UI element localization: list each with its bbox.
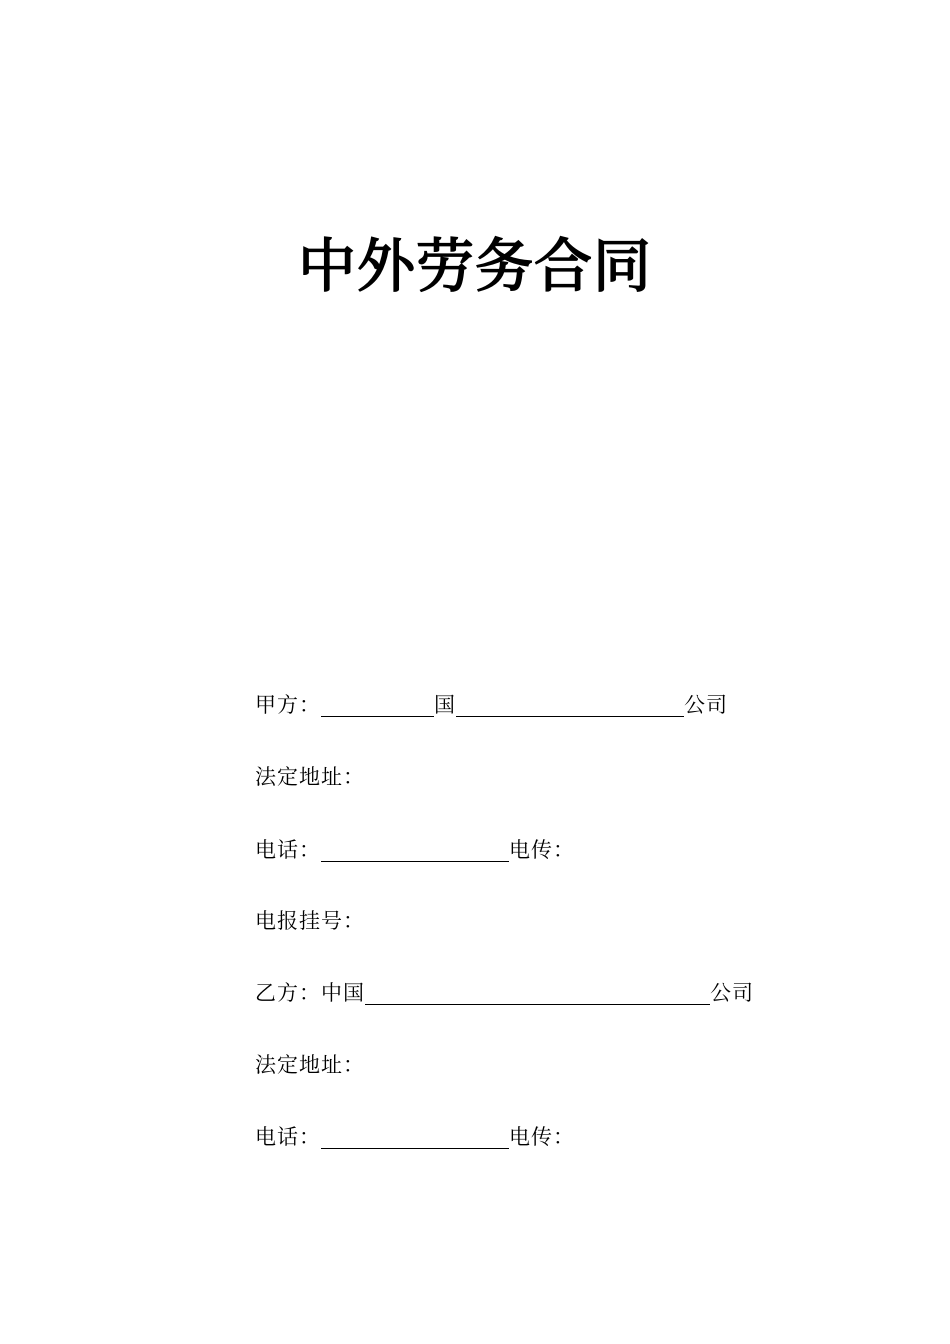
party-a-company-blank[interactable] bbox=[456, 694, 684, 717]
party-a-label: 甲方： bbox=[255, 693, 321, 717]
party-b-contact-line bbox=[255, 1122, 575, 1152]
party-a-phone-label: 电话： bbox=[255, 838, 321, 862]
party-a-phone-blank[interactable] bbox=[321, 839, 509, 862]
party-b-address-line bbox=[255, 1050, 365, 1080]
party-a-telegraph-label: 电报挂号： bbox=[255, 909, 365, 933]
party-a-country-blank[interactable] bbox=[321, 694, 434, 717]
party-b-phone-blank[interactable] bbox=[321, 1126, 509, 1149]
party-b-country: 中国 bbox=[321, 981, 365, 1005]
party-a-telegraph-line bbox=[255, 906, 365, 936]
party-b-address-label: 法定地址： bbox=[255, 1053, 365, 1077]
party-b-label: 乙方： bbox=[255, 981, 321, 1005]
party-a-line bbox=[255, 690, 728, 720]
party-a-fax-label: 电传： bbox=[509, 838, 575, 862]
page-title: 中外劳务合同 bbox=[297, 232, 652, 300]
party-b-company-blank[interactable] bbox=[365, 982, 710, 1005]
party-a-contact-line bbox=[255, 835, 575, 865]
party-a-company-suffix: 公司 bbox=[684, 693, 728, 717]
party-b-fax-label: 电传： bbox=[509, 1125, 575, 1149]
party-b-line bbox=[255, 978, 754, 1008]
party-a-address-label: 法定地址： bbox=[255, 765, 365, 789]
party-b-company-suffix: 公司 bbox=[710, 981, 754, 1005]
party-a-country-suffix: 国 bbox=[434, 693, 456, 717]
party-a-address-line bbox=[255, 762, 365, 792]
party-b-phone-label: 电话： bbox=[255, 1125, 321, 1149]
